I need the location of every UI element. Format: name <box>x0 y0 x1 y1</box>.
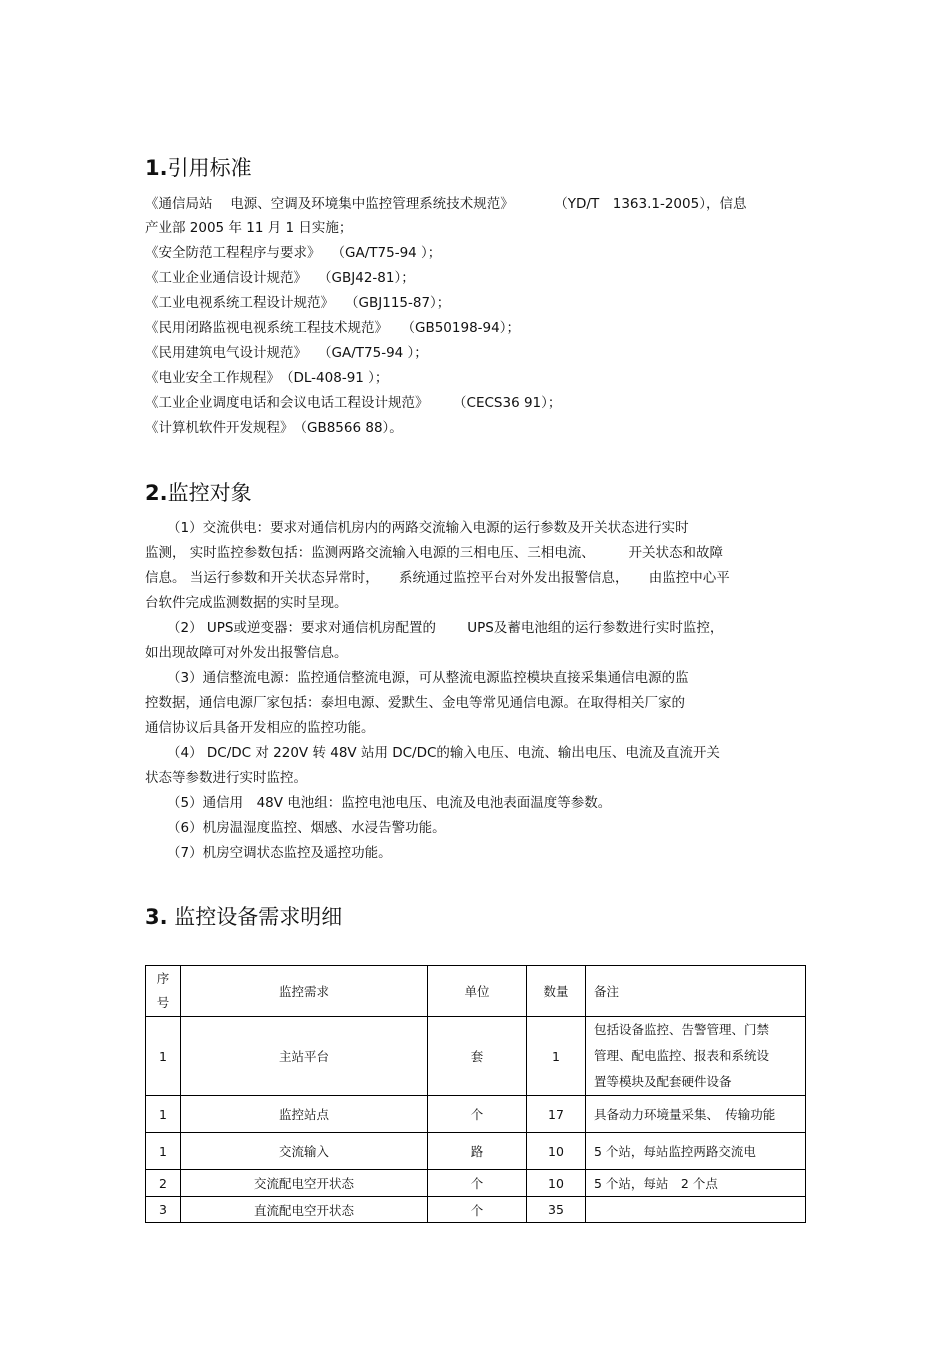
paragraph-line: （4） DC/DC 对 220V 转 48V 站用 DC/DC的输入电压、电流、输出电压、电流及直流开关 <box>167 745 720 761</box>
reference-line: 《民用闭路监视电视系统工程技术规范》 （GB50198-94）； <box>145 320 520 336</box>
section-1-title: 引用标准 <box>167 156 252 180</box>
cell-quantity: 17 <box>527 1096 586 1133</box>
reference-line: 《安全防范工程程序与要求》 （GA/T75-94 ）； <box>145 245 442 261</box>
equipment-requirements-table <box>145 965 806 1223</box>
cell-note: 具备动力环境量采集、 传输功能 <box>586 1096 806 1133</box>
header-requirement: 监控需求 <box>181 966 428 1017</box>
cell-requirement: 交流配电空开状态 <box>181 1170 428 1197</box>
table-header-row <box>146 966 806 1017</box>
section-1-heading <box>145 155 252 181</box>
cell-note: 5 个站，每站监控两路交流电 <box>586 1133 806 1170</box>
section-2-number: 2. <box>145 481 168 505</box>
paragraph-line: 如出现故障可对外发出报警信息。 <box>145 645 348 661</box>
cell-unit: 路 <box>428 1133 527 1170</box>
reference-line: 《工业企业通信设计规范》 （GBJ42-81）； <box>145 270 415 286</box>
cell-quantity: 10 <box>527 1170 586 1197</box>
paragraph-line: 台软件完成监测数据的实时呈现。 <box>145 595 348 611</box>
header-note: 备注 <box>586 966 806 1017</box>
header-seq: 序 号 <box>146 966 181 1017</box>
paragraph-line: 通信协议后具备开发相应的监控功能。 <box>145 720 375 736</box>
cell-note: 5 个站，每站 2 个点 <box>586 1170 806 1197</box>
paragraph-line: 监测， 实时监控参数包括：监测两路交流输入电源的三相电压、三相电流、 开关状态和故障 <box>145 545 724 561</box>
reference-line: 《计算机软件开发规程》 （GB8566 88）。 <box>145 420 403 436</box>
header-quantity: 数量 <box>527 966 586 1017</box>
cell-unit: 套 <box>428 1017 527 1096</box>
paragraph-line: （2） UPS或逆变器：要求对通信机房配置的 UPS及蓄电池组的运行参数进行实时监控， <box>167 620 724 636</box>
paragraph-line: 信息。 当运行参数和开关状态异常时， 系统通过监控平台对外发出报警信息， 由监控中心平 <box>145 570 730 586</box>
paragraph-line: 控数据，通信电源厂家包括：泰坦电源、爱默生、金电等常见通信电源。在取得相关厂家的 <box>145 695 685 711</box>
table-row <box>146 1197 806 1223</box>
paragraph-line: （6）机房温湿度监控、烟感、水浸告警功能。 <box>167 820 446 836</box>
cell-seq: 1 <box>146 1096 181 1133</box>
paragraph-line: 状态等参数进行实时监控。 <box>145 770 307 786</box>
cell-seq: 1 <box>146 1133 181 1170</box>
section-3-title: 监控设备需求明细 <box>167 905 343 929</box>
paragraph-line: （5）通信用 48V 电池组：监控电池电压、电流及电池表面温度等参数。 <box>167 795 612 811</box>
cell-requirement: 交流输入 <box>181 1133 428 1170</box>
header-unit: 单位 <box>428 966 527 1017</box>
table-row <box>146 1017 806 1096</box>
cell-requirement: 直流配电空开状态 <box>181 1197 428 1223</box>
section-1-number: 1. <box>145 156 168 180</box>
section-2-title: 监控对象 <box>167 481 252 505</box>
cell-unit: 个 <box>428 1197 527 1223</box>
table-row <box>146 1133 806 1170</box>
cell-seq: 3 <box>146 1197 181 1223</box>
cell-note <box>586 1197 806 1223</box>
table-row <box>146 1096 806 1133</box>
reference-line: 《电业安全工作规程》 （DL-408-91 ）； <box>145 370 389 386</box>
cell-unit: 个 <box>428 1170 527 1197</box>
section-3-number: 3. <box>145 905 168 929</box>
cell-quantity: 1 <box>527 1017 586 1096</box>
section-2-heading <box>145 480 252 506</box>
cell-requirement: 监控站点 <box>181 1096 428 1133</box>
paragraph-line: （3）通信整流电源：监控通信整流电源，可从整流电源监控模块直接采集通信电源的监 <box>167 670 689 686</box>
section-3-heading <box>145 904 342 930</box>
paragraph-line: （1）交流供电：要求对通信机房内的两路交流输入电源的运行参数及开关状态进行实时 <box>167 520 689 536</box>
reference-line: 《工业电视系统工程设计规范》 （GBJ115-87）； <box>145 295 451 311</box>
table-row <box>146 1170 806 1197</box>
cell-unit: 个 <box>428 1096 527 1133</box>
paragraph-line: （7）机房空调状态监控及遥控功能。 <box>167 845 392 861</box>
reference-line: 《民用建筑电气设计规范》 （GA/T75-94 ）； <box>145 345 428 361</box>
reference-line: 《通信局站 电源、空调及环境集中监控管理系统技术规范》 （YD/T 1363.1-2005），信息 <box>145 196 747 212</box>
cell-note: 包括设备监控、告警管理、门禁 管理、配电监控、报表和系统设 置等模块及配套硬件设备 <box>586 1017 806 1096</box>
reference-line: 《工业企业调度电话和会议电话工程设计规范》 （CECS36 91）； <box>145 395 562 411</box>
cell-requirement: 主站平台 <box>181 1017 428 1096</box>
cell-seq: 1 <box>146 1017 181 1096</box>
cell-seq: 2 <box>146 1170 181 1197</box>
cell-quantity: 10 <box>527 1133 586 1170</box>
reference-line: 产业部 2005 年 11 月 1 日实施； <box>145 220 353 236</box>
cell-quantity: 35 <box>527 1197 586 1223</box>
